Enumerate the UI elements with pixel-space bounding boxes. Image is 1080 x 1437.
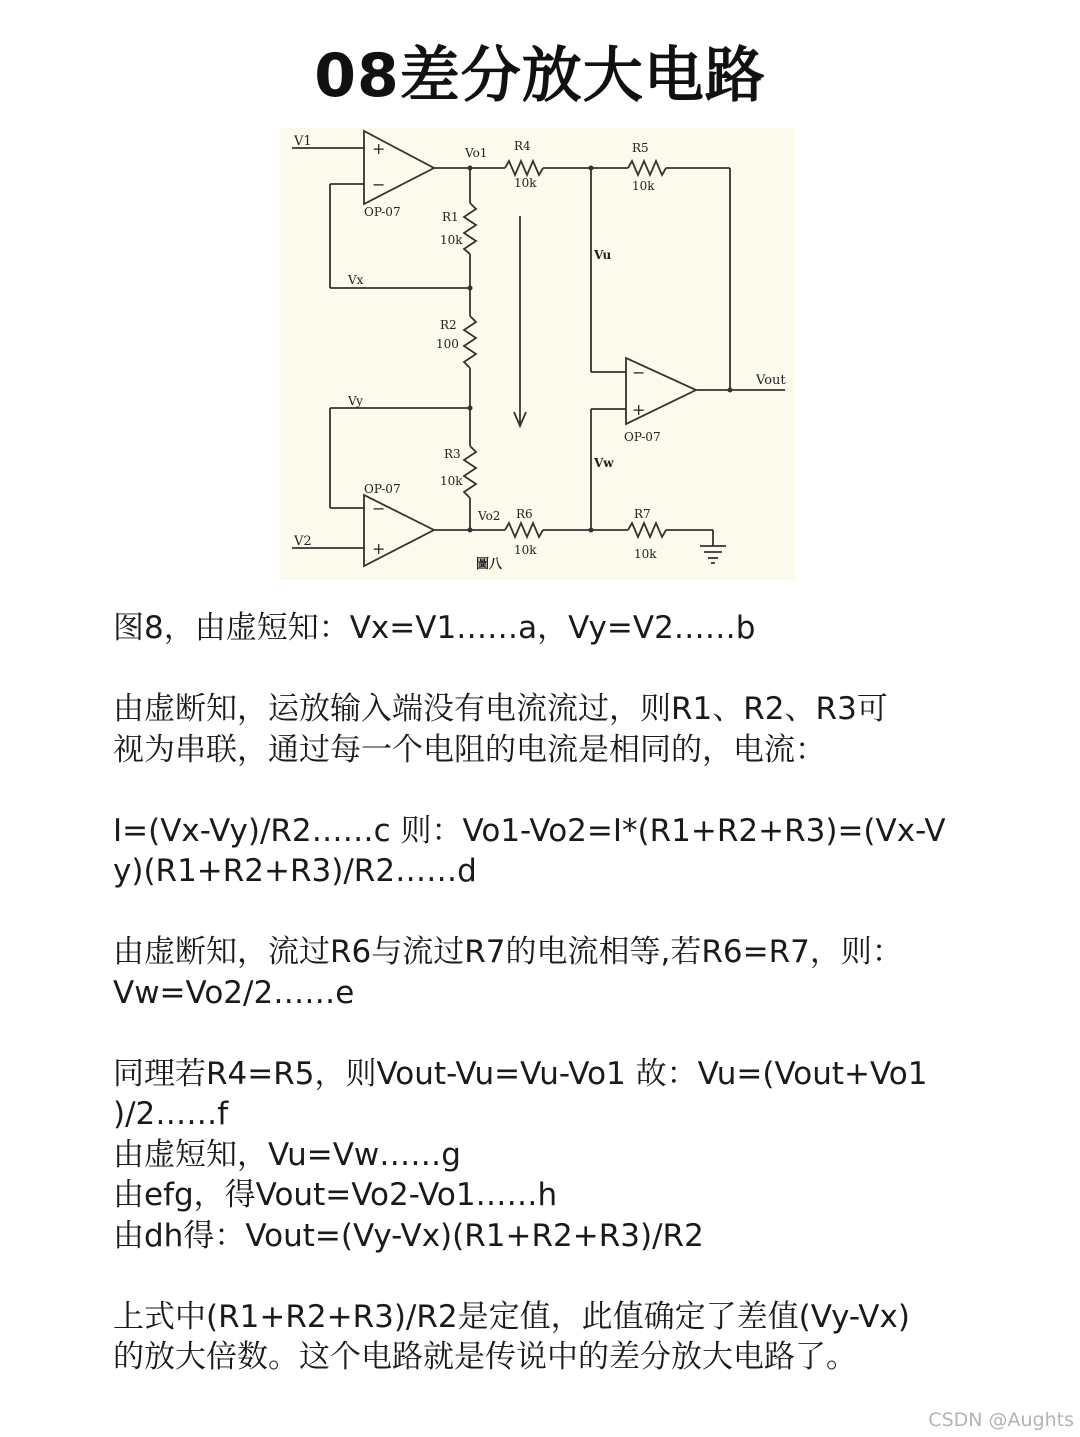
opamp-2-plus-sign: + xyxy=(372,539,386,558)
paragraph-5-line-1: 同理若R4=R5，则Vout-Vu=Vu-Vo1 故：Vu=(Vout+Vo1 xyxy=(113,1055,928,1092)
label-vu: Vu xyxy=(594,248,612,262)
label-v2: V2 xyxy=(294,534,312,549)
label-vx: Vx xyxy=(348,273,364,287)
label-opamp-2: OP-07 xyxy=(364,482,401,496)
label-r4-value: 10k xyxy=(514,176,537,190)
opamp-3-minus-sign: − xyxy=(632,363,646,382)
label-r7-value: 10k xyxy=(634,547,657,561)
paragraph-4-line-1: 由虚断知，流过R6与流过R7的电流相等,若R6=R7，则： xyxy=(113,934,903,970)
paragraph-5-line-5: 由dh得：Vout=(Vy-Vx)(R1+R2+R3)/R2 xyxy=(113,1217,704,1254)
label-r3: R3 xyxy=(444,447,461,461)
watermark: CSDN @Aughts xyxy=(928,1409,1074,1431)
label-vw: Vw xyxy=(594,456,614,470)
label-r5: R5 xyxy=(632,141,649,155)
paragraph-6-line-1: 上式中(R1+R2+R3)/R2是定值，此值确定了差值(Vy-Vx) xyxy=(113,1298,910,1335)
label-r4: R4 xyxy=(514,139,531,153)
label-r5-value: 10k xyxy=(632,179,655,193)
label-vo2: Vo2 xyxy=(478,509,501,523)
explanation-text xyxy=(113,608,973,1378)
label-vo1: Vo1 xyxy=(465,146,488,160)
figure-caption: 圖八 xyxy=(476,557,503,572)
label-r7: R7 xyxy=(634,507,651,521)
paragraph-4-line-2: Vw=Vo2/2……e xyxy=(113,974,355,1011)
paragraph-2-line-2: 视为串联，通过每一个电阻的电流是相同的，电流： xyxy=(113,731,826,768)
circuit-diagram xyxy=(280,128,795,580)
label-r2-value: 100 xyxy=(436,337,459,351)
label-r1: R1 xyxy=(442,210,459,224)
label-vy: Vy xyxy=(348,394,363,408)
paragraph-5-line-3: 由虚短知，Vu=Vw……g xyxy=(113,1136,461,1173)
opamp-1-plus-sign: + xyxy=(372,139,386,158)
circuit-svg xyxy=(280,128,795,580)
label-r6-value: 10k xyxy=(514,543,537,557)
opamp-1-minus-sign: − xyxy=(372,175,386,194)
paragraph-6-line-2: 的放大倍数。这个电路就是传说中的差分放大电路了。 xyxy=(113,1339,857,1375)
opamp-3-plus-sign: + xyxy=(632,400,646,419)
paragraph-2-line-1: 由虚断知，运放输入端没有电流流过，则R1、R2、R3可 xyxy=(113,691,888,727)
paragraph-1: 图8，由虚短知：Vx=V1……a，Vy=V2……b xyxy=(113,610,756,646)
label-r1-value: 10k xyxy=(440,233,463,247)
paragraph-3-line-2: y)(R1+R2+R3)/R2……d xyxy=(113,853,477,889)
label-vout: Vout xyxy=(756,373,786,388)
paragraph-3-line-1: I=(Vx-Vy)/R2……c 则：Vo1-Vo2=I*(R1+R2+R3)=(Vx-V xyxy=(113,812,946,849)
label-r2: R2 xyxy=(440,318,457,332)
label-r3-value: 10k xyxy=(440,474,463,488)
page-title: 08差分放大电路 xyxy=(314,41,766,111)
opamp-2-minus-sign: − xyxy=(372,499,386,518)
label-r6: R6 xyxy=(516,507,533,521)
paragraph-5-line-2: )/2……f xyxy=(113,1096,229,1132)
label-opamp-1: OP-07 xyxy=(364,205,401,219)
label-opamp-3: OP-07 xyxy=(624,430,661,444)
paragraph-5-line-4: 由efg，得Vout=Vo2-Vo1……h xyxy=(113,1177,558,1213)
label-v1: V1 xyxy=(294,134,312,149)
